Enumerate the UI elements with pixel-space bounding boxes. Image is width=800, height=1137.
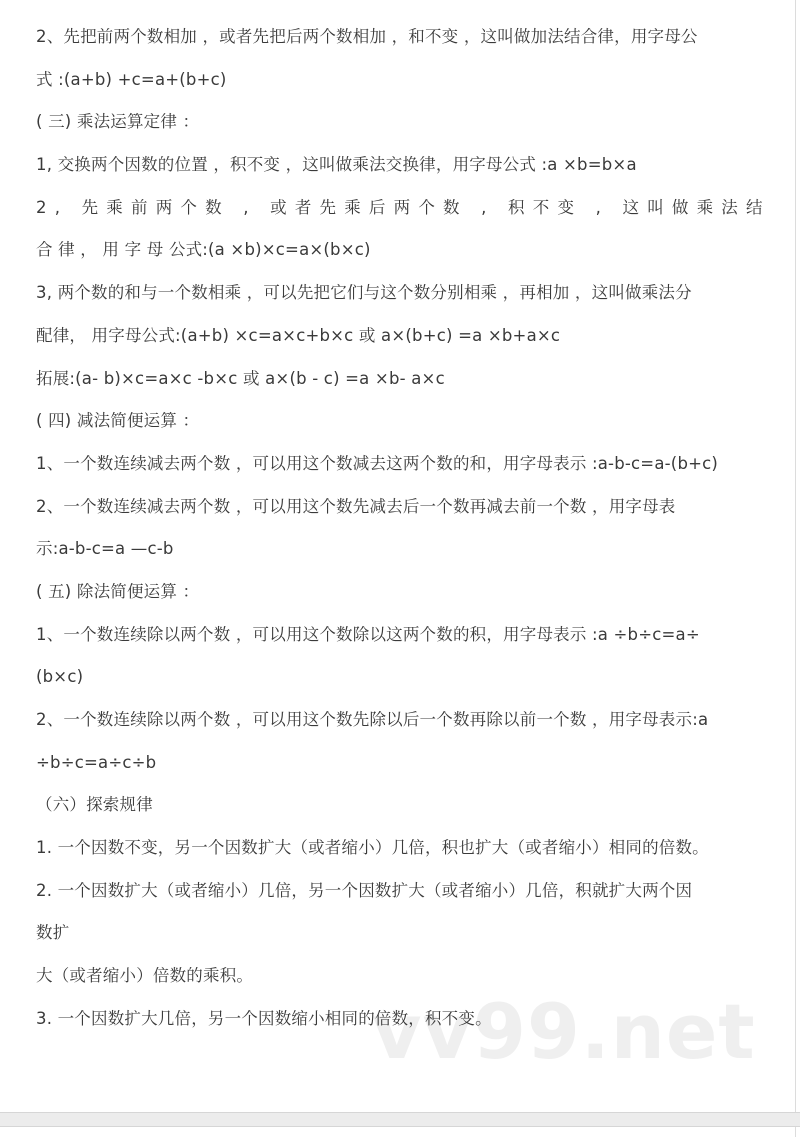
text-line-distributive-extension: 拓展:(a- b)×c=a×c -b×c 或 a×(b - c) =a ×b- a×c <box>36 368 445 388</box>
text-line-distributive: 3, 两个数的和与一个数相乘 ，可以先把它们与这个数分别相乘 ，再相加 ，这叫做乘法分 <box>36 283 692 303</box>
text-line-division-rule-1: 1、一个数连续除以两个数 ，可以用这个数除以这两个数的积，用字母表示 :a ÷b÷c=a÷ <box>36 624 700 644</box>
section-heading-explore-patterns: （六）探索规律 <box>36 795 153 815</box>
text-line-pattern-1: 1. 一个因数不变，另一个因数扩大（或者缩小）几倍，积也扩大（或者缩小）相同的倍数。 <box>36 838 709 858</box>
text-line-pattern-3: 3. 一个因数扩大几倍，另一个因数缩小相同的倍数，积不变。 <box>36 1008 492 1028</box>
text-line-division-rule-2-formula: ÷b÷c=a÷c÷b <box>36 752 157 772</box>
watermark: vv99.net <box>372 987 756 1076</box>
text-line-multiplication-associative-formula: 合 律 ， 用 字 母 公式:(a ×b)×c=a×(b×c) <box>36 240 371 260</box>
text-line-addition-associative: 2、先把前两个数相加 ，或者先把后两个数相加 ，和不变 ，这叫做加法结合律，用字母公 <box>36 27 698 46</box>
text-line-multiplication-commutative: 1, 交换两个因数的位置 ，积不变 ，这叫做乘法交换律，用字母公式 :a ×b=b×a <box>36 155 637 175</box>
text-line-pattern-2: 2. 一个因数扩大（或者缩小）几倍，另一个因数扩大（或者缩小）几倍，积就扩大两个因 <box>36 880 693 900</box>
section-heading-multiplication-laws: ( 三) 乘法运算定律 ： <box>36 112 200 132</box>
text-line-subtraction-rule-2: 2、一个数连续减去两个数 ，可以用这个数先减去后一个数再减去前一个数 ，用字母表 <box>36 496 676 516</box>
text-line-subtraction-rule-2-formula: 示:a-b-c=a —c-b <box>36 539 174 559</box>
text-line-division-rule-2: 2、一个数连续除以两个数 ，可以用这个数先除以后一个数再除以前一个数 ，用字母表示:a <box>36 710 709 729</box>
text-line-multiplication-associative: 2, 先乘前两个数 , 或者先乘后两个数 , 积不变 , 这叫做乘法结 <box>36 197 771 217</box>
page-separator <box>0 1112 800 1127</box>
text-line-pattern-2-cont: 数扩 <box>36 923 70 943</box>
text-line-division-rule-1-formula: (b×c) <box>36 667 84 687</box>
next-page-top <box>0 1127 796 1137</box>
text-line-addition-associative-formula: 式 :(a+b) +c=a+(b+c) <box>36 69 227 89</box>
text-line-subtraction-rule-1: 1、一个数连续减去两个数 ，可以用这个数减去这两个数的和，用字母表示 :a-b-c=a-(b+c) <box>36 453 719 473</box>
text-line-pattern-2-cont2: 大（或者缩小）倍数的乘积。 <box>36 966 254 986</box>
document-content <box>36 16 776 1041</box>
section-heading-subtraction-shortcuts: ( 四) 减法简便运算 ： <box>36 411 200 431</box>
text-line-distributive-formula: 配律， 用字母公式:(a+b) ×c=a×c+b×c 或 a×(b+c) =a ×b+a×c <box>36 325 561 345</box>
section-heading-division-shortcuts: ( 五) 除法简便运算 ： <box>36 581 200 601</box>
